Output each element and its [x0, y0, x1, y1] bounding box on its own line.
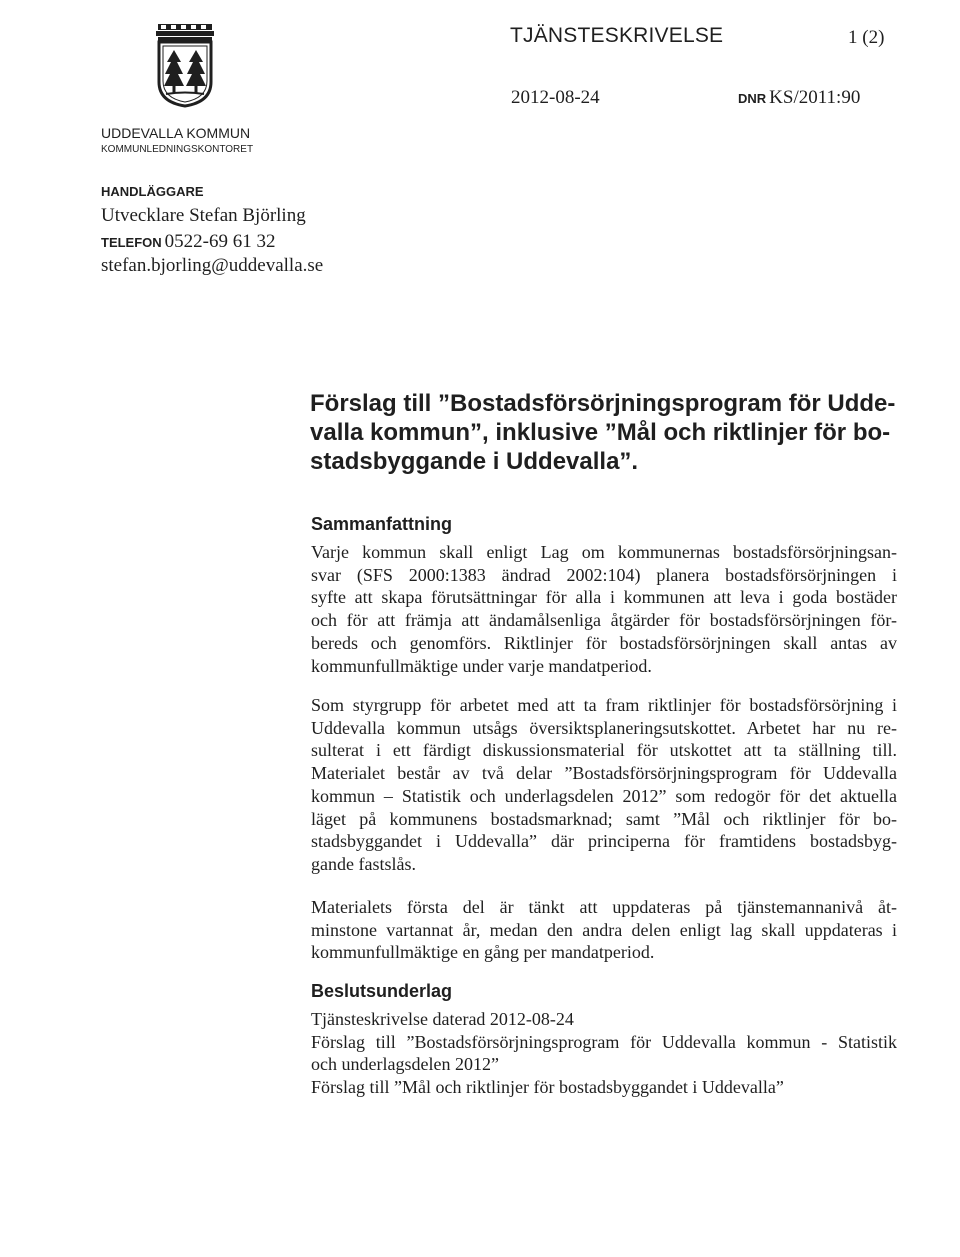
paragraph-line: bereds och genomförs. Riktlinjer för bostadsförsörjningen skall antas av [311, 632, 897, 653]
handler-name: Utvecklare Stefan Björling [101, 205, 306, 226]
paragraph-line: svar (SFS 2000:1383 ändrad 2002:104) planera bostadsförsörjningen i [311, 564, 897, 585]
handler-label: HANDLÄGGARE [101, 184, 204, 199]
paragraph-line: Materialets första del är tänkt att uppdateras på tjänstemannanivå åt- [311, 897, 897, 917]
paragraph-line: och för att främja att ändamålsenliga åtgärder för bostadsförsörjningen för- [311, 610, 897, 631]
title-line: valla kommun”, inklusive ”Mål och riktlinjer för bo- [310, 419, 891, 446]
list-item: och underlagsdelen 2012” [311, 1054, 499, 1075]
paragraph-line: syfte att skapa förutsättningar för alla i kommunen att leva i goda bostäder [311, 587, 897, 608]
paragraph-line: kommun – Statistik och underlagsdelen 2012” som redogör för det aktuella [311, 785, 897, 806]
list-item: Tjänsteskrivelse daterad 2012-08-24 [311, 1009, 574, 1029]
summary-heading: Sammanfattning [311, 514, 453, 534]
paragraph-line: sulterat i ett färdigt diskussionsmaterial för utskottet att ta ställning till. [311, 740, 897, 761]
diary-number-label: DNR [738, 91, 767, 106]
paragraph-line: Som styrgrupp för arbetet med att ta fram riktlinjer för bostadsförsörjning i [311, 695, 897, 715]
paragraph-line: läget på kommunens bostadsmarknad; samt ”Mål och riktlinjer för bo- [311, 808, 897, 829]
phone-label: TELEFON [101, 235, 162, 250]
list-item: Förslag till ”Mål och riktlinjer för bostadsbyggandet i Uddevalla” [311, 1077, 784, 1098]
document-date: 2012-08-24 [511, 87, 600, 108]
coat-of-arms-icon [152, 22, 218, 108]
summary-paragraph-3 [311, 896, 897, 964]
paragraph-line: stadsbyggandet i Uddevalla” där principerna för framtidens bostadsbyg- [311, 831, 897, 852]
document-type: TJÄNSTESKRIVELSE [510, 24, 724, 47]
paragraph-line: kommunfullmäktige en gång per mandatperiod. [311, 942, 655, 963]
diary-number-value: KS/2011:90 [769, 87, 861, 108]
title-line: Förslag till ”Bostadsförsörjningsprogram för Udde- [310, 390, 896, 417]
decision-basis-heading: Beslutsunderlag [311, 981, 453, 1001]
page-number: 1 (2) [848, 27, 885, 48]
organization-name: UDDEVALLA KOMMUN [101, 125, 251, 141]
phone-line [101, 231, 276, 253]
paragraph-line: Varje kommun skall enligt Lag om kommunernas bostadsförsörjningsan- [311, 542, 897, 562]
paragraph-line: Materialet består av två delar ”Bostadsförsörjningsprogram för Uddevalla [311, 763, 897, 784]
paragraph-line: gande fastslås. [311, 853, 416, 874]
title-line: stadsbyggande i Uddevalla”. [310, 448, 639, 475]
department-name: KOMMUNLEDNINGSKONTORET [101, 144, 254, 155]
paragraph-line: Uddevalla kommun utsågs översiktsplaneringsutskottet. Arbetet har nu re- [311, 717, 897, 738]
paragraph-line: minstone vartannat år, medan den andra delen enligt lag skall uppdateras i [311, 919, 897, 940]
phone-number: 0522-69 61 32 [164, 231, 276, 252]
document-title [310, 389, 902, 476]
paragraph-line: kommunfullmäktige under varje mandatperiod. [311, 655, 652, 676]
list-item: Förslag till ”Bostadsförsörjningsprogram för Uddevalla kommun - Statistik [311, 1031, 897, 1052]
email-address: stefan.bjorling@uddevalla.se [101, 255, 324, 276]
diary-number [738, 87, 860, 109]
summary-paragraph-1 [311, 541, 897, 677]
summary-paragraph-2 [311, 694, 897, 876]
decision-basis-list [311, 1008, 897, 1099]
